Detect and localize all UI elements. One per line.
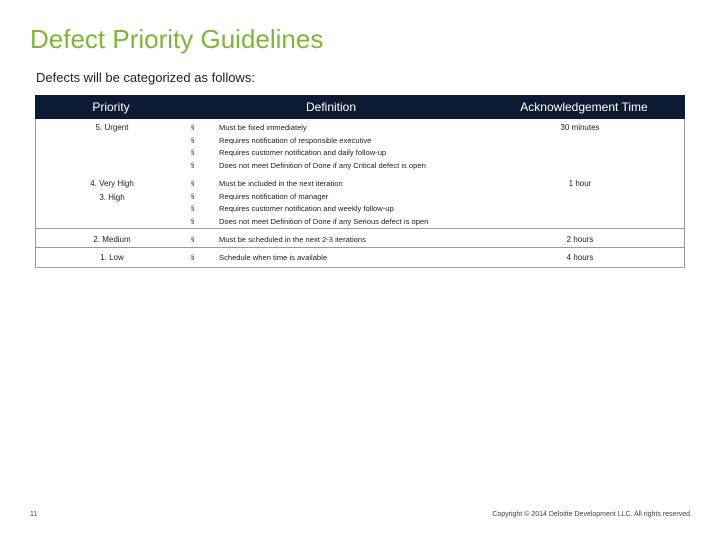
definition-item: § Requires notification of manager [191,191,491,204]
row-divider [36,228,684,229]
bullet-icon: § [191,150,195,156]
page-title: Defect Priority Guidelines [30,24,324,54]
definition-item: § Does not meet Definition of Done if any Critical defect is open [191,160,491,173]
bullet-icon: § [191,162,195,169]
bullet-icon: § [191,237,195,243]
priority-cell [36,122,188,134]
priority-table [35,95,685,268]
priority-cell [36,178,188,204]
definition-item: § Must be included in the next iteration [191,178,491,191]
definition-item: § Requires notification of responsible executive [191,135,491,148]
definition-item: § Must be fixed immediately [191,122,491,135]
priority-label: 5. Urgent [95,123,129,132]
definition-item: § Schedule when time is available [191,252,491,265]
bullet-icon: § [191,181,195,187]
ack-time-cell: 30 minutes [560,123,600,132]
bullet-icon: § [191,206,195,212]
header-definition: Definition [305,100,357,114]
definition-item: § Requires customer notification and daily follow-up [191,147,491,160]
bullet-icon: § [191,193,195,200]
priority-cell [36,252,188,264]
ack-time-cell: 1 hour [568,179,592,188]
definition-item: § Does not meet Definition of Done if any Serious defect is open [191,216,491,229]
definition-cell [191,122,491,172]
priority-label: 4. Very High [90,179,134,188]
page-subtitle: Defects will be categorized as follows: [36,70,255,85]
priority-label: 1. Low [100,253,124,262]
priority-cell [36,234,188,246]
definition-cell [191,234,491,247]
definition-item: § Must be scheduled in the next 2-3 iterations [191,234,491,247]
definition-cell [191,178,491,228]
priority-label: 3. High [99,193,125,202]
header-acknowledgement-time: Acknowledgement Time [520,100,648,114]
definition-cell [191,252,491,265]
bullet-icon: § [191,218,195,225]
definition-item: § Requires customer notification and weekly follow-up [191,203,491,216]
row-divider [36,247,684,248]
priority-label: 2. Medium [93,235,131,244]
ack-time-cell: 2 hours [566,235,594,244]
header-priority: Priority [92,100,130,114]
bullet-icon: § [191,125,195,131]
bullet-icon: § [191,255,195,261]
bullet-icon: § [191,137,195,144]
page-number: 11 [30,511,38,518]
table-header [35,95,685,119]
copyright-notice: Copyright © 2014 Deloitte Development LLC. All rights reserved. [492,511,692,518]
ack-time-cell: 4 hours [566,253,594,262]
